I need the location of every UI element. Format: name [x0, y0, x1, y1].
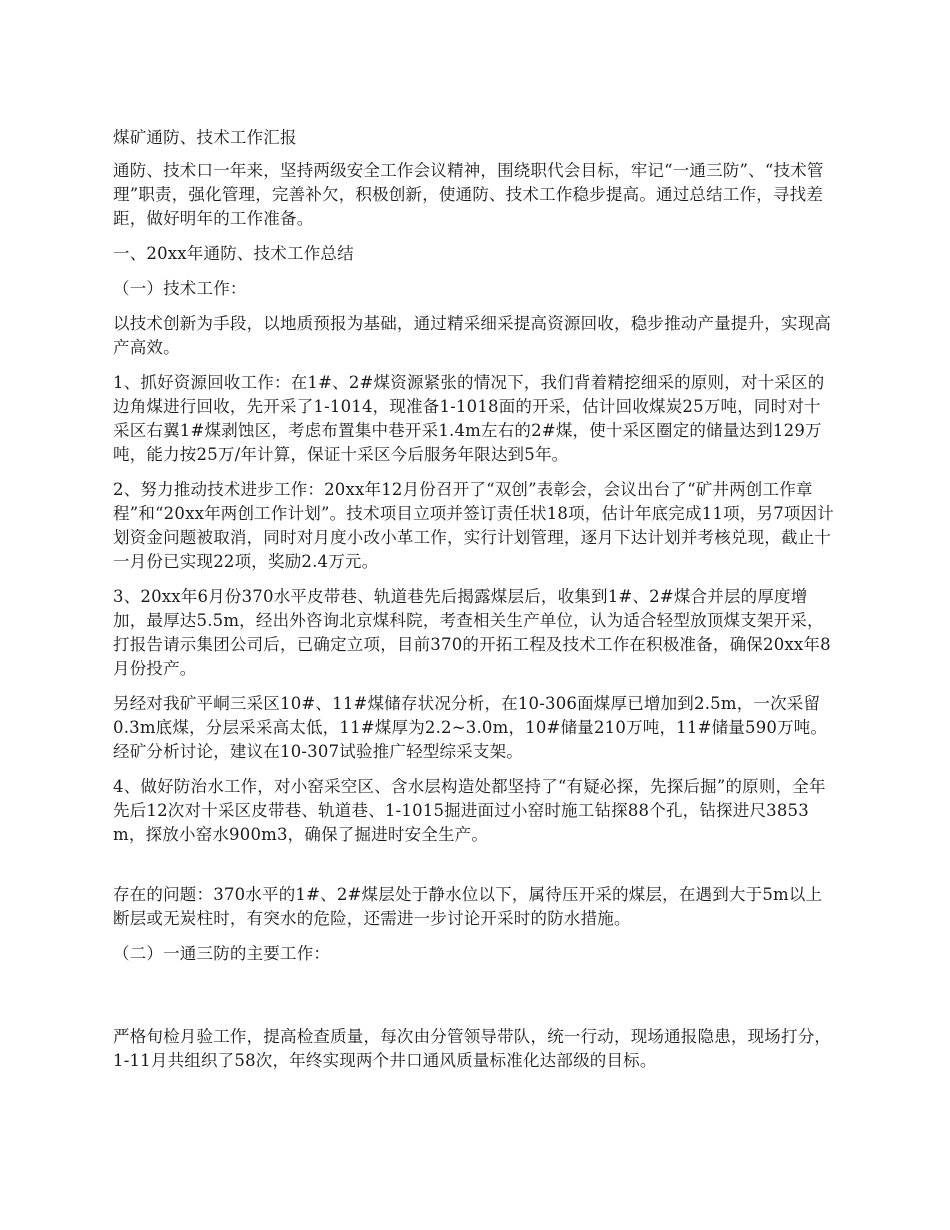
document-page: [113, 126, 835, 1073]
paragraph-item-4: 4、做好防治水工作，对小窑采空区、含水层构造处都坚持了“有疑必探，先探后掘”的原则，全年先后12次对十采区皮带巷、轨道巷、1-1015掘进面过小窑时施工钻探88个孔，钻探进尺3853m，探放小窑水900m3，确保了掘进时安全生产。: [113, 777, 826, 844]
paragraph-technical-summary: 以技术创新为手段，以地质预报为基础，通过精采细采提高资源回收，稳步推动产量提升，实现高产高效。: [113, 314, 832, 357]
paragraph-item-1: 1、抓好资源回收工作：在1#、2#煤资源紧张的情况下，我们背着精挖细采的原则，对十采区的边角煤进行回收，先开采了1-1014，现准备1-1018面的开采，估计回收煤炭25万吨，同时对十采区右翼1#煤剥蚀区，考虑布置集中巷开采1.4m左右的2#煤，使十采区圈定的储量达到129万吨，能力按25万/年计算，保证十采区今后服务年限达到5年。: [113, 373, 825, 464]
paragraph-item-3-extra: 另经对我矿平峒三采区10#、11#煤储存状况分析，在10-306面煤厚已增加到2.5m，一次采留0.3m底煤，分层采采高太低，11#煤厚为2.2~3.0m，10#储量210万吨，11#储量590万吨。经矿分析讨论，建议在10-307试验推广轻型综采支架。: [113, 694, 828, 761]
subsection-heading-ventilation: （二）一通三防的主要工作：: [113, 944, 331, 963]
paragraph-ventilation-inspection: 严格旬检月验工作，提高检查质量，每次由分管领导带队，统一行动，现场通报隐患，现场打分，1-11月共组织了58次，年终实现两个井口通风质量标准化达部级的目标。: [113, 1027, 832, 1070]
intro-paragraph: 通防、技术口一年来，坚持两级安全工作会议精神，围绕职代会目标，牢记“一通三防”、“技术管理”职责，强化管理，完善补欠，积极创新，使通防、技术工作稳步提高。通过总结工作，寻找差距，做好明年的工作准备。: [113, 161, 824, 228]
section-heading-1: 一、20xx年通防、技术工作总结: [113, 244, 354, 263]
subsection-heading-technical: （一）技术工作：: [113, 279, 247, 298]
document-title: 煤矿通防、技术工作汇报: [113, 128, 297, 147]
paragraph-issues: 存在的问题：370水平的1#、2#煤层处于静水位以下，属待压开采的煤层，在遇到大于5m以上断层或无炭柱时，有突水的危险，还需进一步讨论开采时的防水措施。: [113, 885, 823, 928]
paragraph-item-2: 2、努力推动技术进步工作：20xx年12月份召开了“双创”表彰会，会议出台了“矿井两创工作章程”和“20xx年两创工作计划”。技术项目立项并签订责任状18项，估计年底完成11项，另7项因计划资金问题被取消，同时对月度小改小革工作，实行计划管理，逐月下达计划并考核兑现，截止十一月份已实现22项，奖励2.4万元。: [113, 480, 835, 571]
paragraph-item-3: 3、20xx年6月份370水平皮带巷、轨道巷先后揭露煤层后，收集到1#、2#煤合并层的厚度增加，最厚达5.5m，经出外咨询北京煤科院，考查相关生产单位，认为适合轻型放顶煤支架开采，打报告请示集团公司后，已确定立项，目前370的开拓工程及技术工作在积极准备，确保20xx年8月份投产。: [113, 587, 831, 678]
